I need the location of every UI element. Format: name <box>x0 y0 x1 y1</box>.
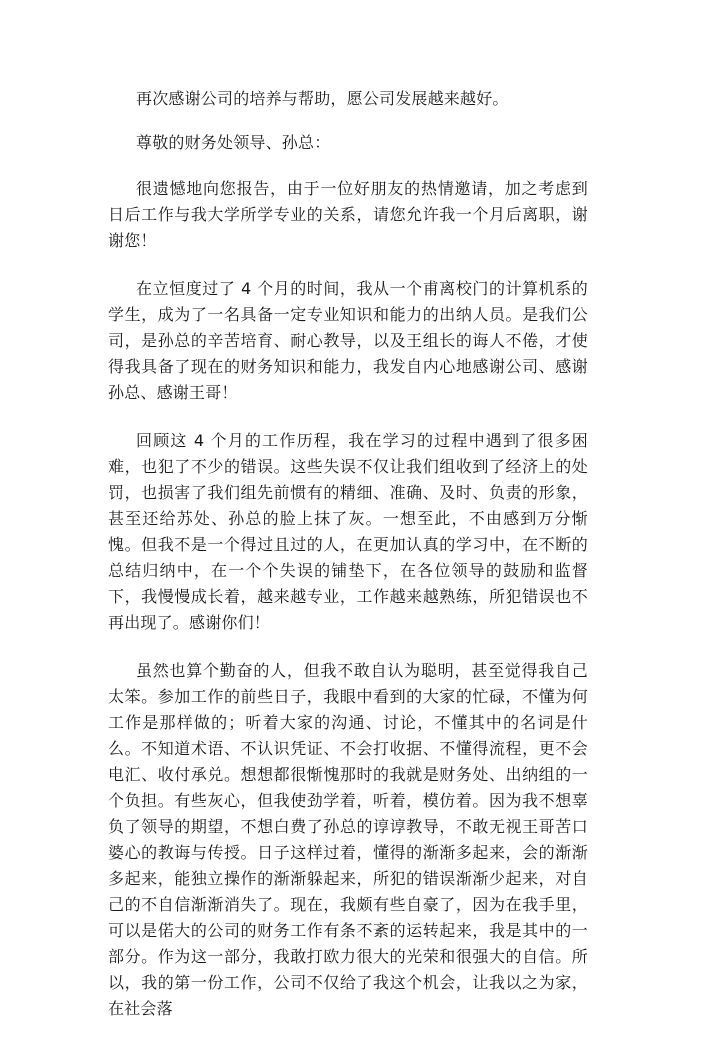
closing-thanks-line: 再次感谢公司的培养与帮助，愿公司发展越来越好。 <box>136 89 509 108</box>
paragraph-growth: 虽然也算个勤奋的人，但我不敢自认为聪明，甚至觉得我自己太笨。参加工作的前些日子，我眼中看到的大家的忙碌，不懂为何工作是那样做的；听着大家的沟通、讨论，不懂其中的名词是什么。不知道术语、不认识凭证、不会打收据、不懂得流程，更不会电汇、收付承兑。想想都很惭愧那时的我就是财务处、出纳组的一个负担。有些灰心，但我使劲学着，听着，模仿着。因为我不想辜负了领导的期望，不想白费了孙总的谆谆教导，不敢无视王哥苦口婆心的教诲与传授。日子这样过着，懂得的渐渐多起来，会的渐渐多起来，能独立操作的渐渐躲起来，所犯的错误渐渐少起来，对自己的不自信渐渐消失了。现在，我颇有些自豪了，因为在我手里，可以是偌大的公司的财务工作有条不紊的运转起来，我是其中的一部分。作为这一部分，我敢打欧力很大的光荣和很强大的自信。所以，我的第一份工作，公司不仅给了我这个机会，让我以之为家，在社会落 <box>108 661 588 1018</box>
paragraph-resignation-request: 很遗憾地向您报告，由于一位好朋友的热情邀请，加之考虑到日后工作与我大学所学专业的关系，请您允许我一个月后离职，谢谢您！ <box>108 179 588 250</box>
paragraph-gratitude: 在立恒度过了 4 个月的时间，我从一个甫离校门的计算机系的学生，成为了一名具备一定专业知识和能力的出纳人员。是我们公司，是孙总的辛苦培育、耐心教导，以及王组长的诲人不倦，才使得我具备了现在的财务知识和能力，我发自内心地感谢公司、感谢孙总、感谢王哥！ <box>108 279 588 402</box>
salutation: 尊敬的财务处领导、孙总： <box>136 133 331 152</box>
paragraph-review: 回顾这 4 个月的工作历程，我在学习的过程中遇到了很多困难，也犯了不少的错误。这些失误不仅让我们组收到了经济上的处罚，也损害了我们组先前惯有的精细、准确、及时、负责的形象，甚至还给苏处、孙总的脸上抹了灰。一想至此，不由感到万分惭愧。但我不是一个得过且过的人，在更加认真的学习中，在不断的总结归纳中，在一个个失误的铺垫下，在各位领导的鼓励和监督下，我慢慢成长着，越来越专业，工作越来越熟练，所犯错误也不再出现了。感谢你们！ <box>108 431 588 632</box>
letter-body <box>108 86 588 1044</box>
